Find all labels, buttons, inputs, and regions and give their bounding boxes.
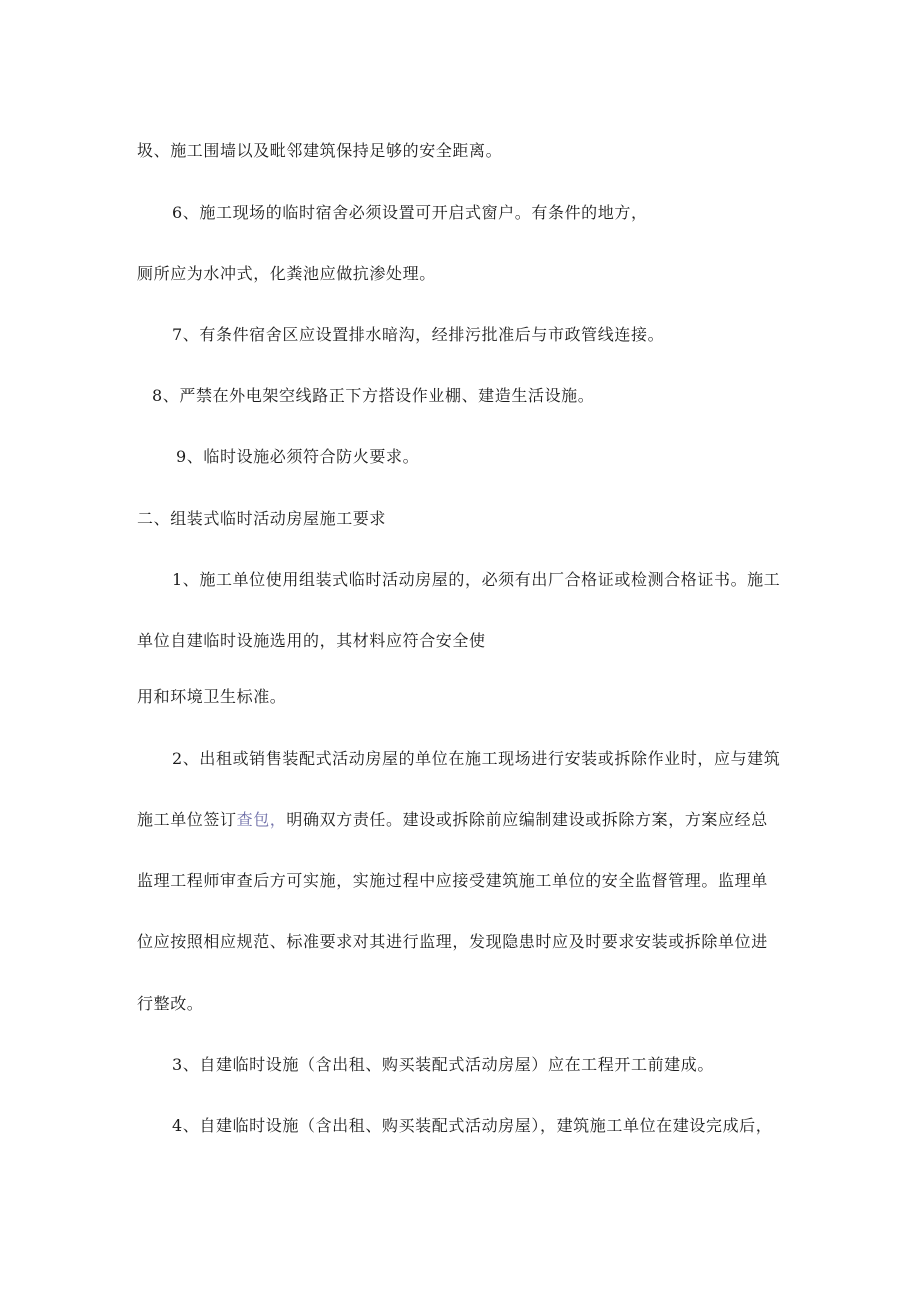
- text-line-1: 圾、施工围墙以及毗邻建筑保持足够的安全距离。: [137, 141, 503, 160]
- text-line-3: 厕所应为水冲式，化粪池应做抗渗处理。: [137, 264, 436, 283]
- text-line-14: 位应按照相应规范、标准要求对其进行监理，发现隐患时应及时要求安装或拆除单位进: [137, 932, 768, 951]
- text-line-8: 1、施工单位使用组装式临时活动房屋的，必须有出厂合格证或检测合格证书。施工: [172, 570, 781, 589]
- inline-link[interactable]: 查包，: [236, 810, 287, 829]
- text-line-4: 7、有条件宿舍区应设置排水暗沟，经排污批准后与市政管线连接。: [172, 325, 665, 344]
- text-line-10: 用和环境卫生标准。: [137, 687, 287, 706]
- text-line-12-prefix: 施工单位签订: [137, 810, 237, 829]
- text-line-17: 4、自建临时设施（含出租、购买装配式活动房屋），建筑施工单位在建设完成后，: [172, 1116, 773, 1135]
- text-line-12-rest: 明确双方责任。建设或拆除前应编制建设或拆除方案，方案应经总: [286, 810, 768, 829]
- text-line-13: 监理工程师审查后方可实施，实施过程中应接受建筑施工单位的安全监督管理。监理单: [137, 871, 768, 890]
- text-line-16: 3、自建临时设施（含出租、购买装配式活动房屋）应在工程开工前建成。: [172, 1055, 714, 1074]
- section-heading: 二、组装式临时活动房屋施工要求: [137, 509, 387, 528]
- text-line-12: [137, 810, 768, 830]
- text-line-6: 9、临时设施必须符合防火要求。: [176, 447, 420, 466]
- text-line-9: 单位自建临时设施选用的，其材料应符合安全使: [137, 631, 486, 650]
- text-line-11: 2、出租或销售装配式活动房屋的单位在施工现场进行安装或拆除作业时，应与建筑: [172, 749, 781, 768]
- text-line-15: 行整改。: [137, 994, 204, 1013]
- text-line-2: 6、施工现场的临时宿舍必须设置可开启式窗户。有条件的地方，: [172, 203, 648, 222]
- text-line-5: 8、严禁在外电架空线路正下方搭设作业棚、建造生活设施。: [152, 386, 595, 405]
